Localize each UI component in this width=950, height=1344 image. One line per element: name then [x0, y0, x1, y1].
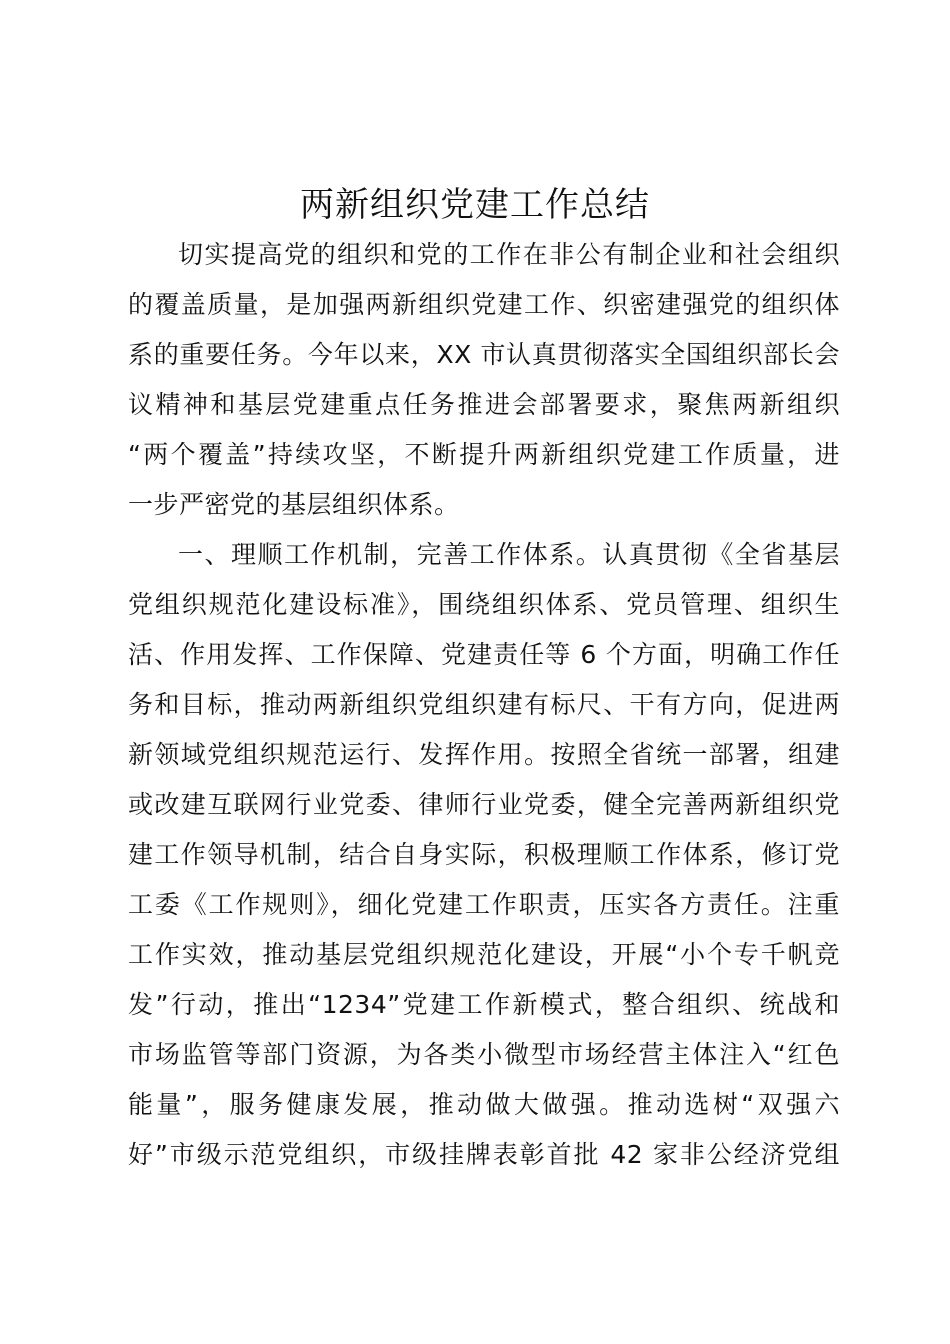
text-line: 活、作用发挥、工作保障、党建责任等 6 个方面，明确工作任	[128, 640, 840, 669]
text-line: 新领域党组织规范运行、发挥作用。按照全省统一部署，组建	[128, 740, 840, 769]
document-title: 两新组织党建工作总结	[300, 185, 650, 225]
paragraph-section-one	[128, 530, 840, 1180]
text-line: 好”市级示范党组织，市级挂牌表彰首批 42 家非公经济党组	[128, 1140, 840, 1169]
text-line: 工作实效，推动基层党组织规范化建设，开展“小个专千帆竞	[128, 940, 840, 969]
text-line: 市场监管等部门资源，为各类小微型市场经营主体注入“红色	[128, 1040, 840, 1069]
text-line: 或改建互联网行业党委、律师行业党委，健全完善两新组织党	[128, 790, 840, 819]
text-line: 工委《工作规则》，细化党建工作职责，压实各方责任。注重	[128, 890, 840, 919]
text-line: 务和目标，推动两新组织党组织建有标尺、干有方向，促进两	[128, 690, 840, 719]
text-line: 一、理顺工作机制，完善工作体系。认真贯彻《全省基层	[178, 540, 840, 569]
text-line: 党组织规范化建设标准》，围绕组织体系、党员管理、组织生	[128, 590, 840, 619]
text-line: 建工作领导机制，结合自身实际，积极理顺工作体系，修订党	[128, 840, 840, 869]
text-line: 系的重要任务。今年以来，XX 市认真贯彻落实全国组织部长会	[128, 340, 840, 369]
text-line: 议精神和基层党建重点任务推进会部署要求，聚焦两新组织	[128, 390, 840, 419]
text-line: 发”行动，推出“1234”党建工作新模式，整合组织、统战和	[128, 990, 840, 1019]
text-line: 切实提高党的组织和党的工作在非公有制企业和社会组织	[178, 240, 840, 269]
text-line: “两个覆盖”持续攻坚，不断提升两新组织党建工作质量，进	[128, 440, 840, 469]
paragraph-intro	[128, 230, 840, 530]
text-line: 一步严密党的基层组织体系。	[128, 490, 460, 519]
text-line: 能量”，服务健康发展，推动做大做强。推动选树“双强六	[128, 1090, 840, 1119]
text-line: 的覆盖质量，是加强两新组织党建工作、织密建强党的组织体	[128, 290, 840, 319]
